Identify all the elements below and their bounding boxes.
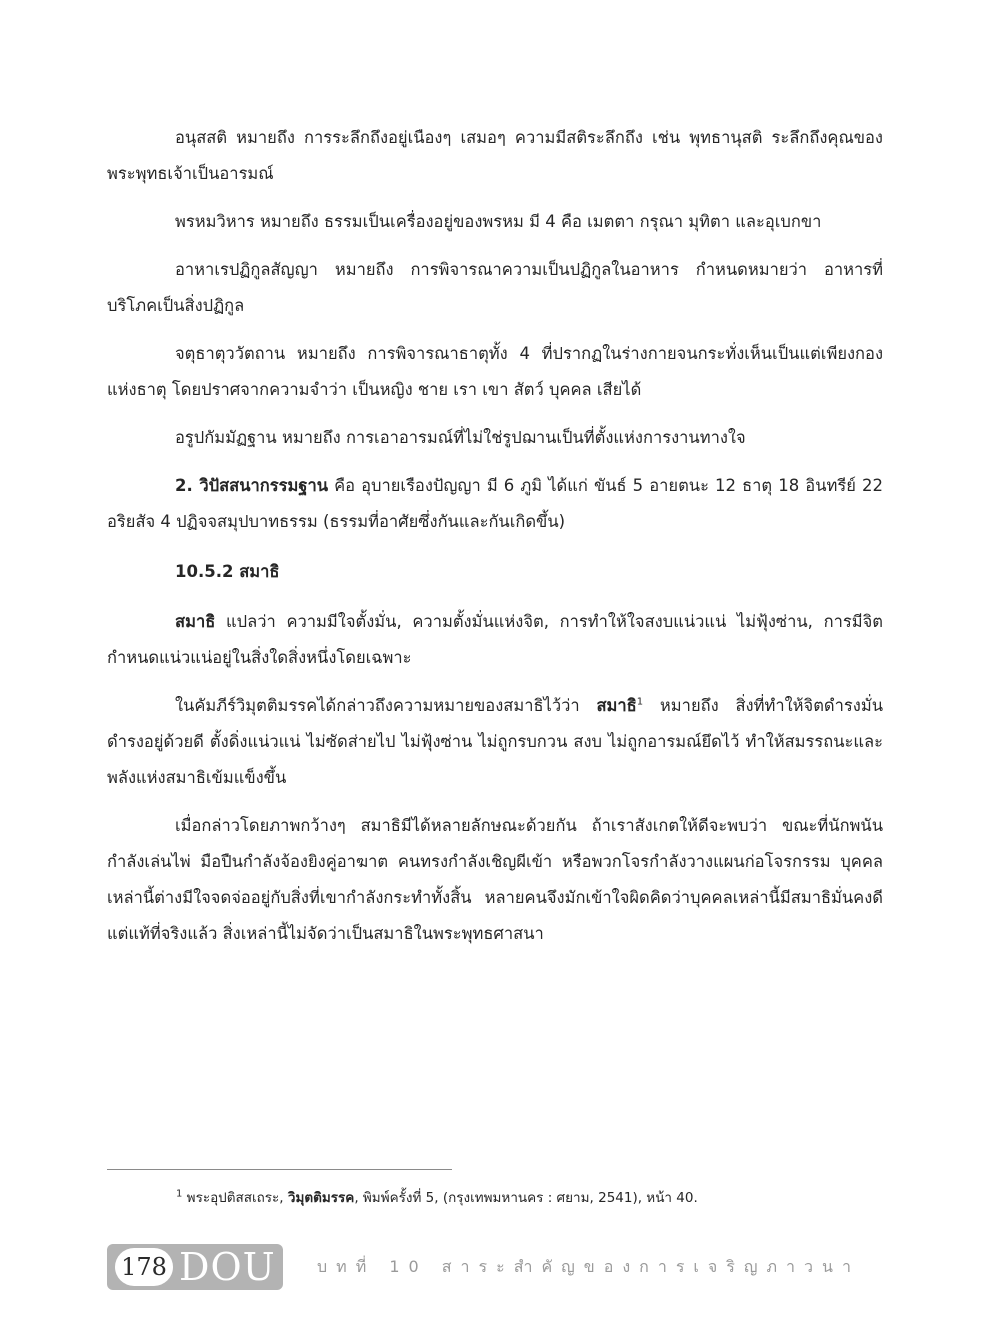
samadhi-term: สมาธิ (175, 612, 216, 631)
footer-badge (107, 1244, 283, 1290)
paragraph-catudhatu: จตุธาตุววัตถาน หมายถึง การพิจารณาธาตุทั้ง 4 ที่ปรากฏในร่างกายจนกระทั่งเห็นเป็นแต่เพียงกองแห่งธาตุ โดยปราศจากความจำว่า เป็นหญิง ชาย เรา เขา สัตว์ บุคคล เสียได้ (107, 344, 883, 399)
samadhi-term: สมาธิ (596, 696, 637, 715)
footnote: $^1$ พระอุปติสสเถระ, วิมุตติมรรค, พิมพ์ครั้งที่ 5, (กรุงเทพมหานคร : ศยาม, 2541), หน้า 40. (176, 1188, 698, 1206)
footnote-marker: 1 (176, 1188, 183, 1200)
paragraph-brahmavihara: พรหมวิหาร หมายถึง ธรรมเป็นเครื่องอยู่ของพรหม มี 4 คือ เมตตา กรุณา มุทิตา และอุเบกขา (175, 212, 822, 231)
footnote-book-title: วิมุตติมรรค (287, 1190, 355, 1206)
vipassana-term: 2. วิปัสสนากรรมฐาน (175, 476, 328, 495)
paragraph-aharepatikula: อาหาเรปฏิกูลสัญญา หมายถึง การพิจารณาความเป็นปฏิกูลในอาหาร กำหนดหมายว่า อาหารที่บริโภคเป็นสิ่งปฏิกูล (107, 260, 883, 315)
paragraph-vimuttimagga: ในคัมภีร์วิมุตติมรรคได้กล่าวถึงความหมายของสมาธิไว้ว่า สมาธิ$^1$ หมายถึง สิ่งที่ทำให้จิตดำรงมั่น ดำรงอยู่ด้วยดี ตั้งดิ่งแน่วแน่ ไม่ซัดส่ายไป ไม่ฟุ้งซ่าน ไม่ถูกรบกวน สงบ ไม่ถูกอารมณ์ยึดไว้ ทำให้สมรรถนะและพลังแห่งสมาธิเข้มแข็งขึ้น (107, 696, 883, 787)
chapter-title: บทที่ 10 สาระสำคัญของการเจริญภาวนา (317, 1257, 860, 1276)
footnote-divider (107, 1169, 452, 1170)
footnote-reference[interactable]: 1 (636, 696, 644, 708)
paragraph-arupa: อรูปกัมมัฏฐาน หมายถึง การเอาอารมณ์ที่ไม่ใช่รูปฌานเป็นที่ตั้งแห่งการงานทางใจ (175, 428, 746, 447)
paragraph-samadhi-definition: สมาธิ แปลว่า ความมีใจตั้งมั่น, ความตั้งมั่นแห่งจิต, การทำให้ใจสงบแน่วแน่ ไม่ฟุ้งซ่าน, การมีจิตกำหนดแน่วแน่อยู่ในสิ่งใดสิ่งหนึ่งโดยเฉพาะ (107, 612, 883, 667)
section-heading: 10.5.2 สมาธิ (175, 562, 280, 581)
page-number: 178 (115, 1248, 173, 1286)
paragraph-vipassana: 2. วิปัสสนากรรมฐาน คือ อุบายเรืองปัญญา มี 6 ภูมิ ได้แก่ ขันธ์ 5 อายตนะ 12 ธาตุ 18 อินทรีย์ 22 อริยสัจ 4 ปฏิจจสมุปบาทธรรม (ธรรมที่อาศัยซึ่งกันและกันเกิดขึ้น) (107, 476, 883, 531)
page-footer (107, 1244, 887, 1290)
paragraph-broad-view: เมื่อกล่าวโดยภาพกว้างๆ สมาธิมีได้หลายลักษณะด้วยกัน ถ้าเราสังเกตให้ดีจะพบว่า ขณะที่นักพนัน กำลังเล่นไพ่ มือปืนกำลังจ้องยิงคู่อาฆาต คนทรงกำลังเชิญผีเข้า หรือพวกโจรกำลังวางแผนก่อโจรกรรม บุคคลเหล่านี้ต่างมีใจจดจ่ออยู่กับสิ่งที่เขากำลังกระทำทั้งสิ้น หลายคนจึงมักเข้าใจผิดคิดว่าบุคคลเหล่านี้มีสมาธิมั่นคงดี แต่แท้ที่จริงแล้ว สิ่งเหล่านี้ไม่จัดว่าเป็นสมาธิในพระพุทธศาสนา (107, 816, 883, 943)
paragraph-anussati: อนุสสติ หมายถึง การระลึกถึงอยู่เนืองๆ เสมอๆ ความมีสติระลึกถึง เช่น พุทธานุสติ ระลึกถึงคุณของพระพุทธเจ้าเป็นอารมณ์ (107, 128, 883, 183)
dou-logo: DOU (179, 1245, 276, 1289)
page-body (107, 120, 883, 964)
